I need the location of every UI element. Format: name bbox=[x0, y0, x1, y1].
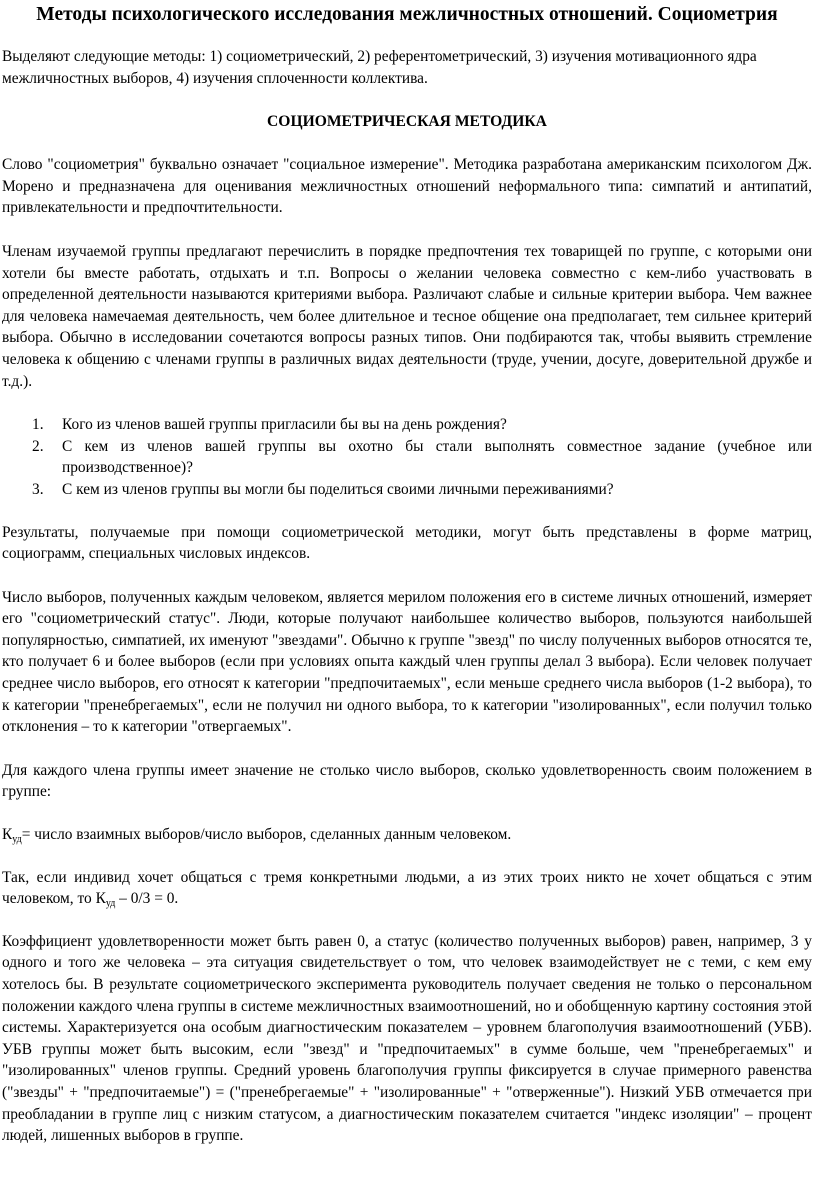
list-item bbox=[2, 414, 812, 436]
formula-symbol: К bbox=[2, 826, 13, 844]
satisfaction-paragraph: Для каждого члена группы имеет значение не столько число выборов, сколько удовлетворенность своим положением в группе: bbox=[2, 761, 812, 801]
document-title: Методы психологического исследования межличностных отношений. Социометрия bbox=[36, 4, 778, 25]
questions-list bbox=[2, 414, 812, 500]
list-item-text: Кого из членов вашей группы пригласили бы вы на день рождения? bbox=[62, 416, 507, 434]
list-item-number: 3. bbox=[32, 480, 44, 498]
list-item bbox=[2, 436, 812, 479]
coefficient-paragraph: Коэффициент удовлетворенности может быть равен 0, а статус (количество полученных выборов) равен, например, 3 у одного и того же человека – эта ситуация свидетельствует о том, что человек взаимодействует не с теми, с кем ему хотелось бы. В результате социометрического эксперимента руководитель получает сведения не только о персональном положении каждого члена группы в системе межличностных взаимоотношений, но и обобщенную картину состояния этой системы. Характеризуется она особым диагностическим показателем – уровнем благополучия взаимоотношений (УБВ). УБВ группы может быть высоким, если "звезд" и "предпочитаемых" в сумме больше, чем "пренебрегаемых" и "изолированных" членов группы. Средний уровень благополучия группы фиксируется в случае примерного равенства ("звезды" + "предпочитаемые") = ("пренебрегаемые" + "изолированные" + "отверженные"). Низкий УБВ отмечается при преобладании в группе лиц с низким статусом, а диагностическим показателем считается "индекс изоляции" – процент людей, лишенных выборов в группе. bbox=[2, 932, 812, 1145]
example-text-before: Так, если индивид хочет общаться с тремя конкретными людьми, а из этих троих никто не хочет общаться с этим человеком, то bbox=[2, 868, 812, 908]
choices-paragraph: Число выборов, полученных каждым человеком, является мерилом положения его в системе личных отношений, измеряет его "социометрический статус". Люди, которые получают наибольшее количество выборов, пользуются наибольшей популярностью, симпатией, их именуют "звездами". Обычно к группе "звезд" по числу полученных выборов относятся те, кто получает 6 и более выборов (если при условиях опыта каждый член группы делал 3 выбора). Если человек получает среднее число выборов, его относят к категории "предпочитаемых", если меньше среднего числа выборов (1-2 выбора), то к категории "пренебрегаемых", если не получил ни одного выбора, то к категории "изолированных", если получил только отклонения – то к категории "отвергаемых". bbox=[2, 588, 812, 736]
results-paragraph: Результаты, получаемые при помощи социометрической методики, могут быть представлены в форме матриц, социограмм, специальных числовых индексов. bbox=[2, 523, 812, 563]
example-text-after: – 0/3 = 0. bbox=[115, 890, 179, 908]
definition-paragraph: Слово "социометрия" буквально означает "социальное измерение". Методика разработана американским психологом Дж. Морено и предназначена для оценивания межличностных отношений неформального типа: симпатий и антипатий, привлекательности и предпочтительности. bbox=[2, 156, 812, 217]
formula-paragraph bbox=[2, 824, 812, 846]
procedure-paragraph: Членам изучаемой группы предлагают перечислить в порядке предпочтения тех товарищей по группе, с которыми они хотели бы вместе работать, отдыхать и т.п. Вопросы о желании человека совместно с кем-либо участвовать в определенной деятельности называются критериями выбора. Различают слабые и сильные критерии выбора. Чем важнее для человека намечаемая деятельность, чем более длительное и тесное общение она предполагает, тем сильнее критерий выбора. Обычно в исследовании сочетаются вопросы разных типов. Они подбираются так, чтобы выявить стремление человека к общению с членами группы в различных видах деятельности (труде, учении, досуге, доверительной дружбе и т.д.). bbox=[2, 242, 812, 390]
intro-paragraph: Выделяют следующие методы: 1) социометрический, 2) референтометрический, 3) изучения мотивационного ядра межличностных выборов, 4) изучения сплоченности коллектива. bbox=[2, 48, 757, 87]
list-item-number: 1. bbox=[32, 416, 44, 434]
formula-text: = число взаимных выборов/число выборов, сделанных данным человеком. bbox=[21, 826, 512, 844]
list-item-number: 2. bbox=[32, 437, 44, 455]
list-item bbox=[2, 479, 812, 501]
example-paragraph bbox=[2, 867, 812, 910]
example-symbol: К bbox=[95, 890, 106, 908]
list-item-text: С кем из членов группы вы могли бы поделиться своими личными переживаниями? bbox=[62, 480, 614, 498]
list-item-text: С кем из членов вашей группы вы охотно бы стали выполнять совместное задание (учебное или производственное)? bbox=[62, 437, 812, 477]
section-heading: СОЦИОМЕТРИЧЕСКАЯ МЕТОДИКА bbox=[267, 113, 547, 131]
formula-subscript: уд bbox=[12, 834, 22, 846]
example-subscript: уд bbox=[105, 898, 116, 910]
